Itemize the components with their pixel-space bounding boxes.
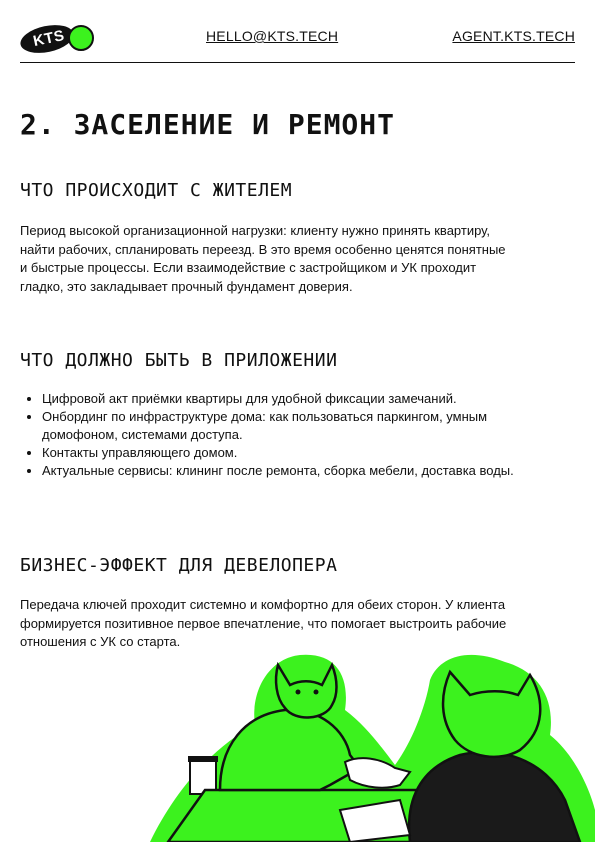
page-title: 2. ЗАСЕЛЕНИЕ И РЕМОНТ bbox=[20, 108, 396, 141]
email-link[interactable]: HELLO@KTS.TECH bbox=[206, 28, 339, 44]
kts-logo[interactable] bbox=[20, 21, 98, 57]
section-text-resident: Период высокой организационной нагрузки: клиенту нужно принять квартиру, найти рабочих, спланировать переезд. В это время особенно ценятся понятные и быстрые процессы. Если взаимодействие с застройщиком и УК проходит гладко, это закладывает прочный фундамент доверия. bbox=[20, 223, 506, 294]
header bbox=[20, 18, 575, 63]
handshake-illustration bbox=[0, 650, 595, 842]
feature-list bbox=[20, 390, 542, 480]
section-text-business: Передача ключей проходит системно и комфортно для обеих сторон. У клиента формируется позитивное первое впечатление, что помогает выстроить рабочие отношения с УК со старта. bbox=[20, 597, 507, 649]
list-item: • Цифровой акт приёмки квартиры для удобной фиксации замечаний. bbox=[42, 390, 542, 408]
section-heading-business: БИЗНЕС-ЭФФЕКТ ДЛЯ ДЕВЕЛОПЕРА bbox=[20, 555, 338, 576]
list-item: • Онбординг по инфраструктуре дома: как пользоваться паркингом, умным домофоном, системами доступа. bbox=[42, 408, 542, 444]
site-link[interactable]: AGENT.KTS.TECH bbox=[452, 28, 575, 44]
section-heading-app: ЧТО ДОЛЖНО БЫТЬ В ПРИЛОЖЕНИИ bbox=[20, 350, 338, 371]
cat-logo-icon bbox=[68, 25, 94, 51]
logo-text: KTS bbox=[31, 26, 67, 51]
list-item: • Актуальные сервисы: клининг после ремонта, сборка мебели, доставка воды. bbox=[42, 462, 542, 480]
section-heading-resident: ЧТО ПРОИСХОДИТ С ЖИТЕЛЕМ bbox=[20, 180, 293, 201]
list-item: • Контакты управляющего домом. bbox=[42, 444, 542, 462]
